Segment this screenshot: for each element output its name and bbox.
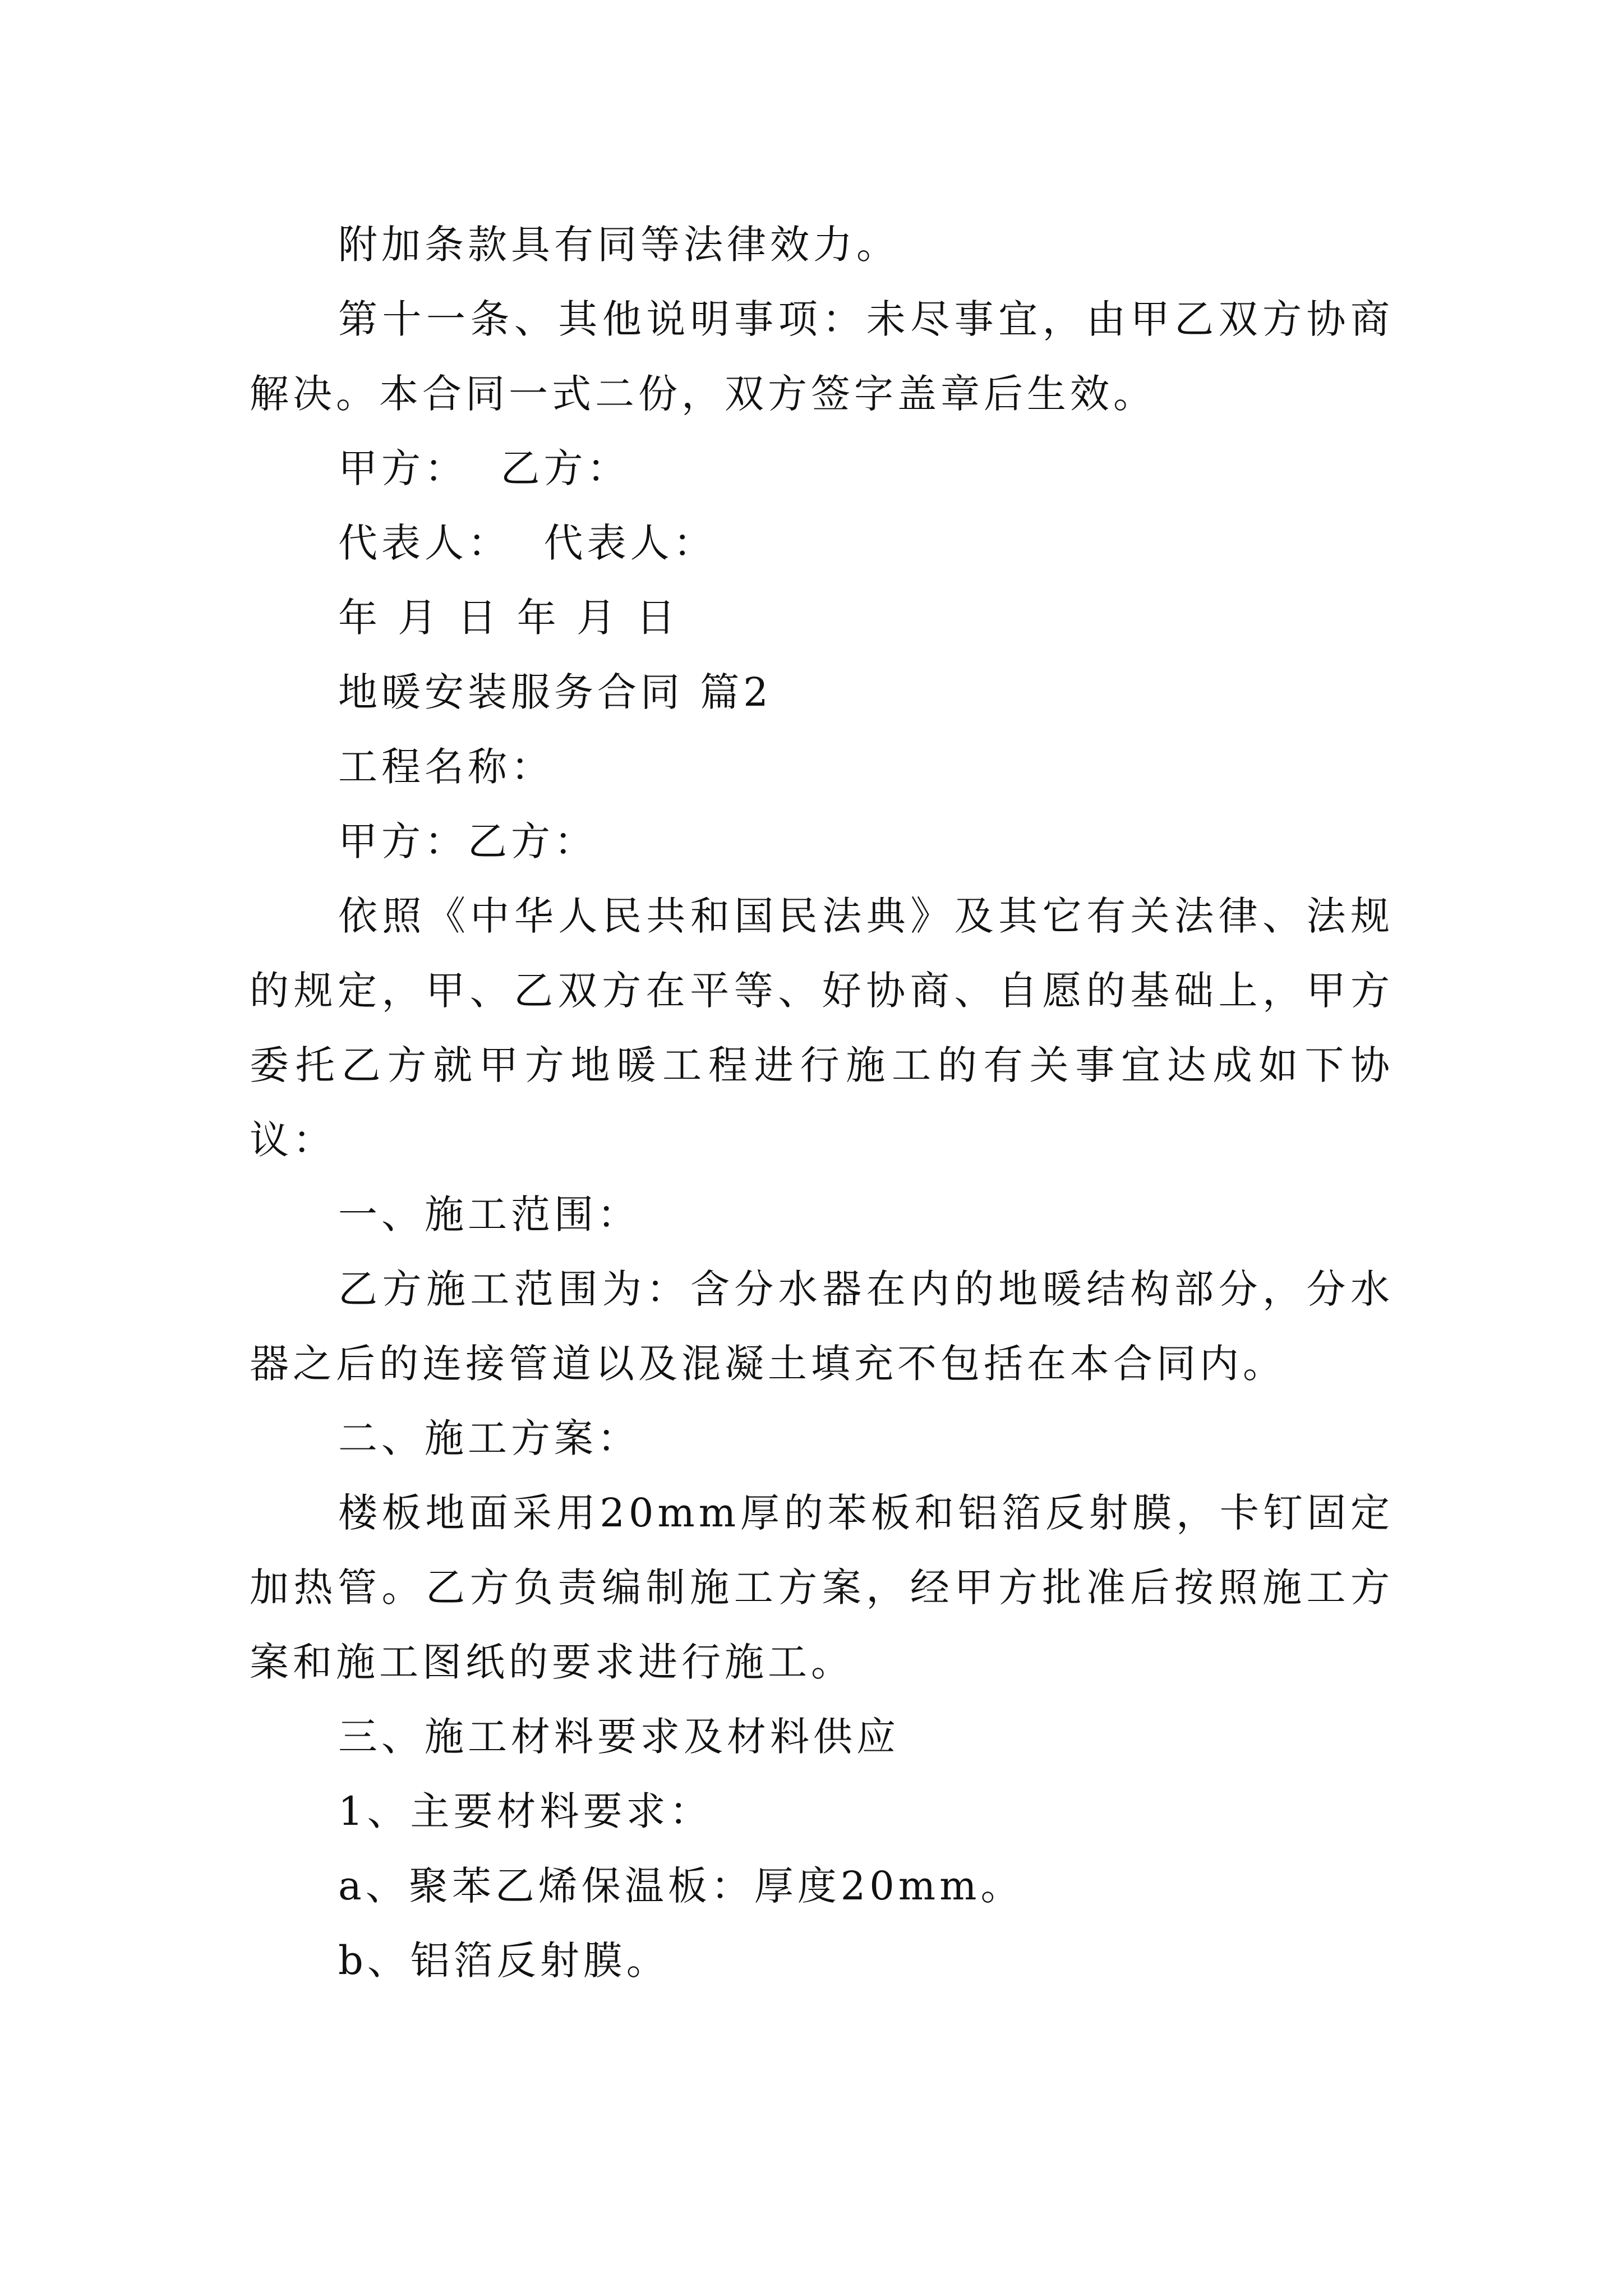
paragraph-representatives: 代表人： 代表人： <box>338 520 717 566</box>
heading-material-requirements: 三、施工材料要求及材料供应 <box>338 1714 900 1760</box>
section-title-contract-2: 地暖安装服务合同 篇2 <box>338 669 772 715</box>
paragraph-party-signatures: 甲方： 乙方： <box>338 445 630 491</box>
list-item-reflective-film: b、铝箔反射膜。 <box>338 1938 670 1984</box>
paragraph-project-name: 工程名称： <box>338 744 554 790</box>
paragraph-construction-plan: 楼板地面采用20mm厚的苯板和铝箔反射膜，卡钉固定加热管。乙方负责编制施工方案，经甲方批准后按照施工方案和施工图纸的要求进行施工。 <box>250 1490 1394 1685</box>
paragraph-preamble: 依照《中华人民共和国民法典》及其它有关法律、法规的规定，甲、乙双方在平等、好协商、自愿的基础上，甲方委托乙方就甲方地暖工程进行施工的有关事宜达成如下协议： <box>250 893 1394 1163</box>
paragraph-construction-scope: 乙方施工范围为：含分水器在内的地暖结构部分，分水器之后的连接管道以及混凝土填充不包括在本合同内。 <box>250 1266 1394 1387</box>
heading-construction-plan: 二、施工方案： <box>338 1415 640 1461</box>
document-body <box>250 208 1394 1998</box>
heading-construction-scope: 一、施工范围： <box>338 1191 640 1237</box>
paragraph-parties: 甲方：乙方： <box>338 818 597 864</box>
heading-main-materials: 1、主要材料要求： <box>338 1788 713 1834</box>
paragraph-signing-dates: 年 月 日 年 月 日 <box>338 595 680 641</box>
list-item-insulation-board: a、聚苯乙烯保温板：厚度20mm。 <box>338 1863 1024 1909</box>
paragraph-attachment-validity: 附加条款具有同等法律效力。 <box>338 222 900 268</box>
paragraph-article-11: 第十一条、其他说明事项：未尽事宜，由甲乙双方协商解决。本合同一式二份，双方签字盖章后生效。 <box>250 296 1394 417</box>
